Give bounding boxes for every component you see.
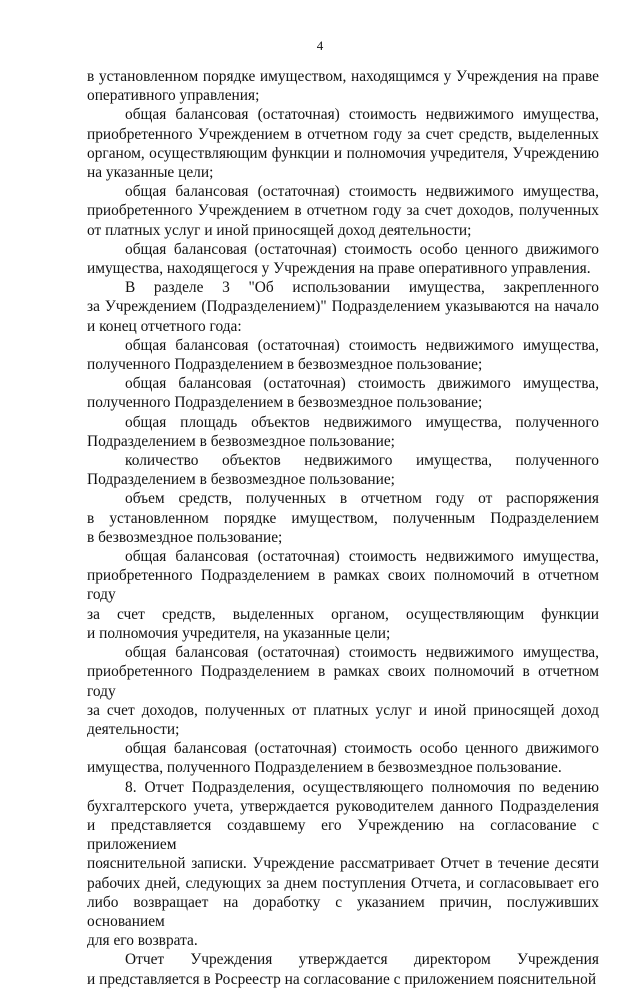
text-line: за счет доходов, полученных от платных услуг и иной приносящей доход: [87, 701, 599, 719]
text-line: 8. Отчет Подразделения, осуществляющего полномочия по ведению: [125, 778, 599, 796]
text-line: общая балансовая (остаточная) стоимость недвижимого имущества,: [125, 106, 599, 124]
text-line: в установленном порядке имуществом, находящимся у Учреждения на праве: [87, 68, 599, 85]
text-line: либо возвращает на доработку с указанием причин, послуживших основанием: [87, 893, 599, 930]
text-line: приобретенного Подразделением в рамках своих полномочий в отчетном году: [87, 567, 599, 604]
text-line: общая балансовая (остаточная) стоимость недвижимого имущества,: [125, 336, 599, 354]
text-line: оперативного управления;: [87, 87, 260, 105]
text-line: объем средств, полученных в отчетном году от распоряжения: [125, 490, 599, 508]
text-line: общая балансовая (остаточная) стоимость недвижимого имущества,: [125, 548, 599, 566]
document-body: [87, 67, 599, 989]
text-line: и конец отчетного года:: [87, 317, 242, 335]
text-line: общая балансовая (остаточная) стоимость особо ценного движимого: [125, 240, 599, 258]
text-line: и полномочия учредителя, на указанные цели;: [87, 624, 391, 642]
text-line: приобретенного Учреждением в отчетном году за счет доходов, полученных: [87, 202, 599, 220]
text-line: Отчет Учреждения утверждается директором Учреждения: [125, 951, 599, 969]
text-line: на указанные цели;: [87, 164, 214, 182]
text-line: В разделе 3 "Об использовании имущества, закрепленного: [125, 279, 599, 297]
text-line: и представляется в Росреестр на согласование с приложением пояснительной: [87, 970, 597, 988]
text-line: и представляется создавшему его Учреждению на согласование с приложением: [87, 816, 599, 854]
text-line: общая площадь объектов недвижимого имущества, полученного: [125, 413, 599, 431]
page-number: 4: [316, 38, 324, 53]
text-line: деятельности;: [87, 720, 180, 738]
text-line: за счет средств, выделенных органом, осуществляющим функции: [87, 605, 599, 623]
text-line: имущества, полученного Подразделением в безвозмездное пользование.: [87, 759, 562, 777]
text-line: приобретенного Учреждением в отчетном году за счет средств, выделенных: [87, 125, 599, 143]
text-line: за Учреждением (Подразделением)" Подразделением указываются на начало: [87, 298, 599, 316]
text-line: в установленном порядке имуществом, полученным Подразделением: [87, 509, 599, 527]
text-line: рабочих дней, следующих за днем поступления Отчета, и согласовывает его: [87, 874, 599, 892]
text-line: имущества, находящегося у Учреждения на праве оперативного управления.: [87, 260, 591, 278]
text-line: полученного Подразделением в безвозмездное пользование;: [87, 394, 483, 412]
text-line: Подразделением в безвозмездное пользование;: [87, 471, 395, 489]
text-line: общая балансовая (остаточная) стоимость недвижимого имущества,: [125, 644, 599, 662]
text-line: Подразделением в безвозмездное пользование;: [87, 432, 395, 450]
text-line: приобретенного Подразделением в рамках своих полномочий в отчетном году: [87, 663, 599, 700]
text-line: органом, осуществляющим функции и полномочия учредителя, Учреждению: [87, 144, 599, 162]
text-line: от платных услуг и иной приносящей доход деятельности;: [87, 221, 472, 239]
text-line: общая балансовая (остаточная) стоимость недвижимого имущества,: [125, 183, 599, 201]
text-line: в безвозмездное пользование;: [87, 528, 283, 546]
text-line: общая балансовая (остаточная) стоимость движимого имущества,: [125, 375, 599, 393]
text-line: пояснительной записки. Учреждение рассматривает Отчет в течение десяти: [87, 855, 599, 873]
text-line: общая балансовая (остаточная) стоимость особо ценного движимого: [125, 740, 599, 758]
text-line: бухгалтерского учета, утверждается руководителем данного Подразделения: [87, 797, 599, 815]
text-line: полученного Подразделением в безвозмездное пользование;: [87, 356, 483, 374]
text-line: количество объектов недвижимого имущества, полученного: [125, 452, 599, 470]
text-line: для его возврата.: [87, 932, 198, 950]
